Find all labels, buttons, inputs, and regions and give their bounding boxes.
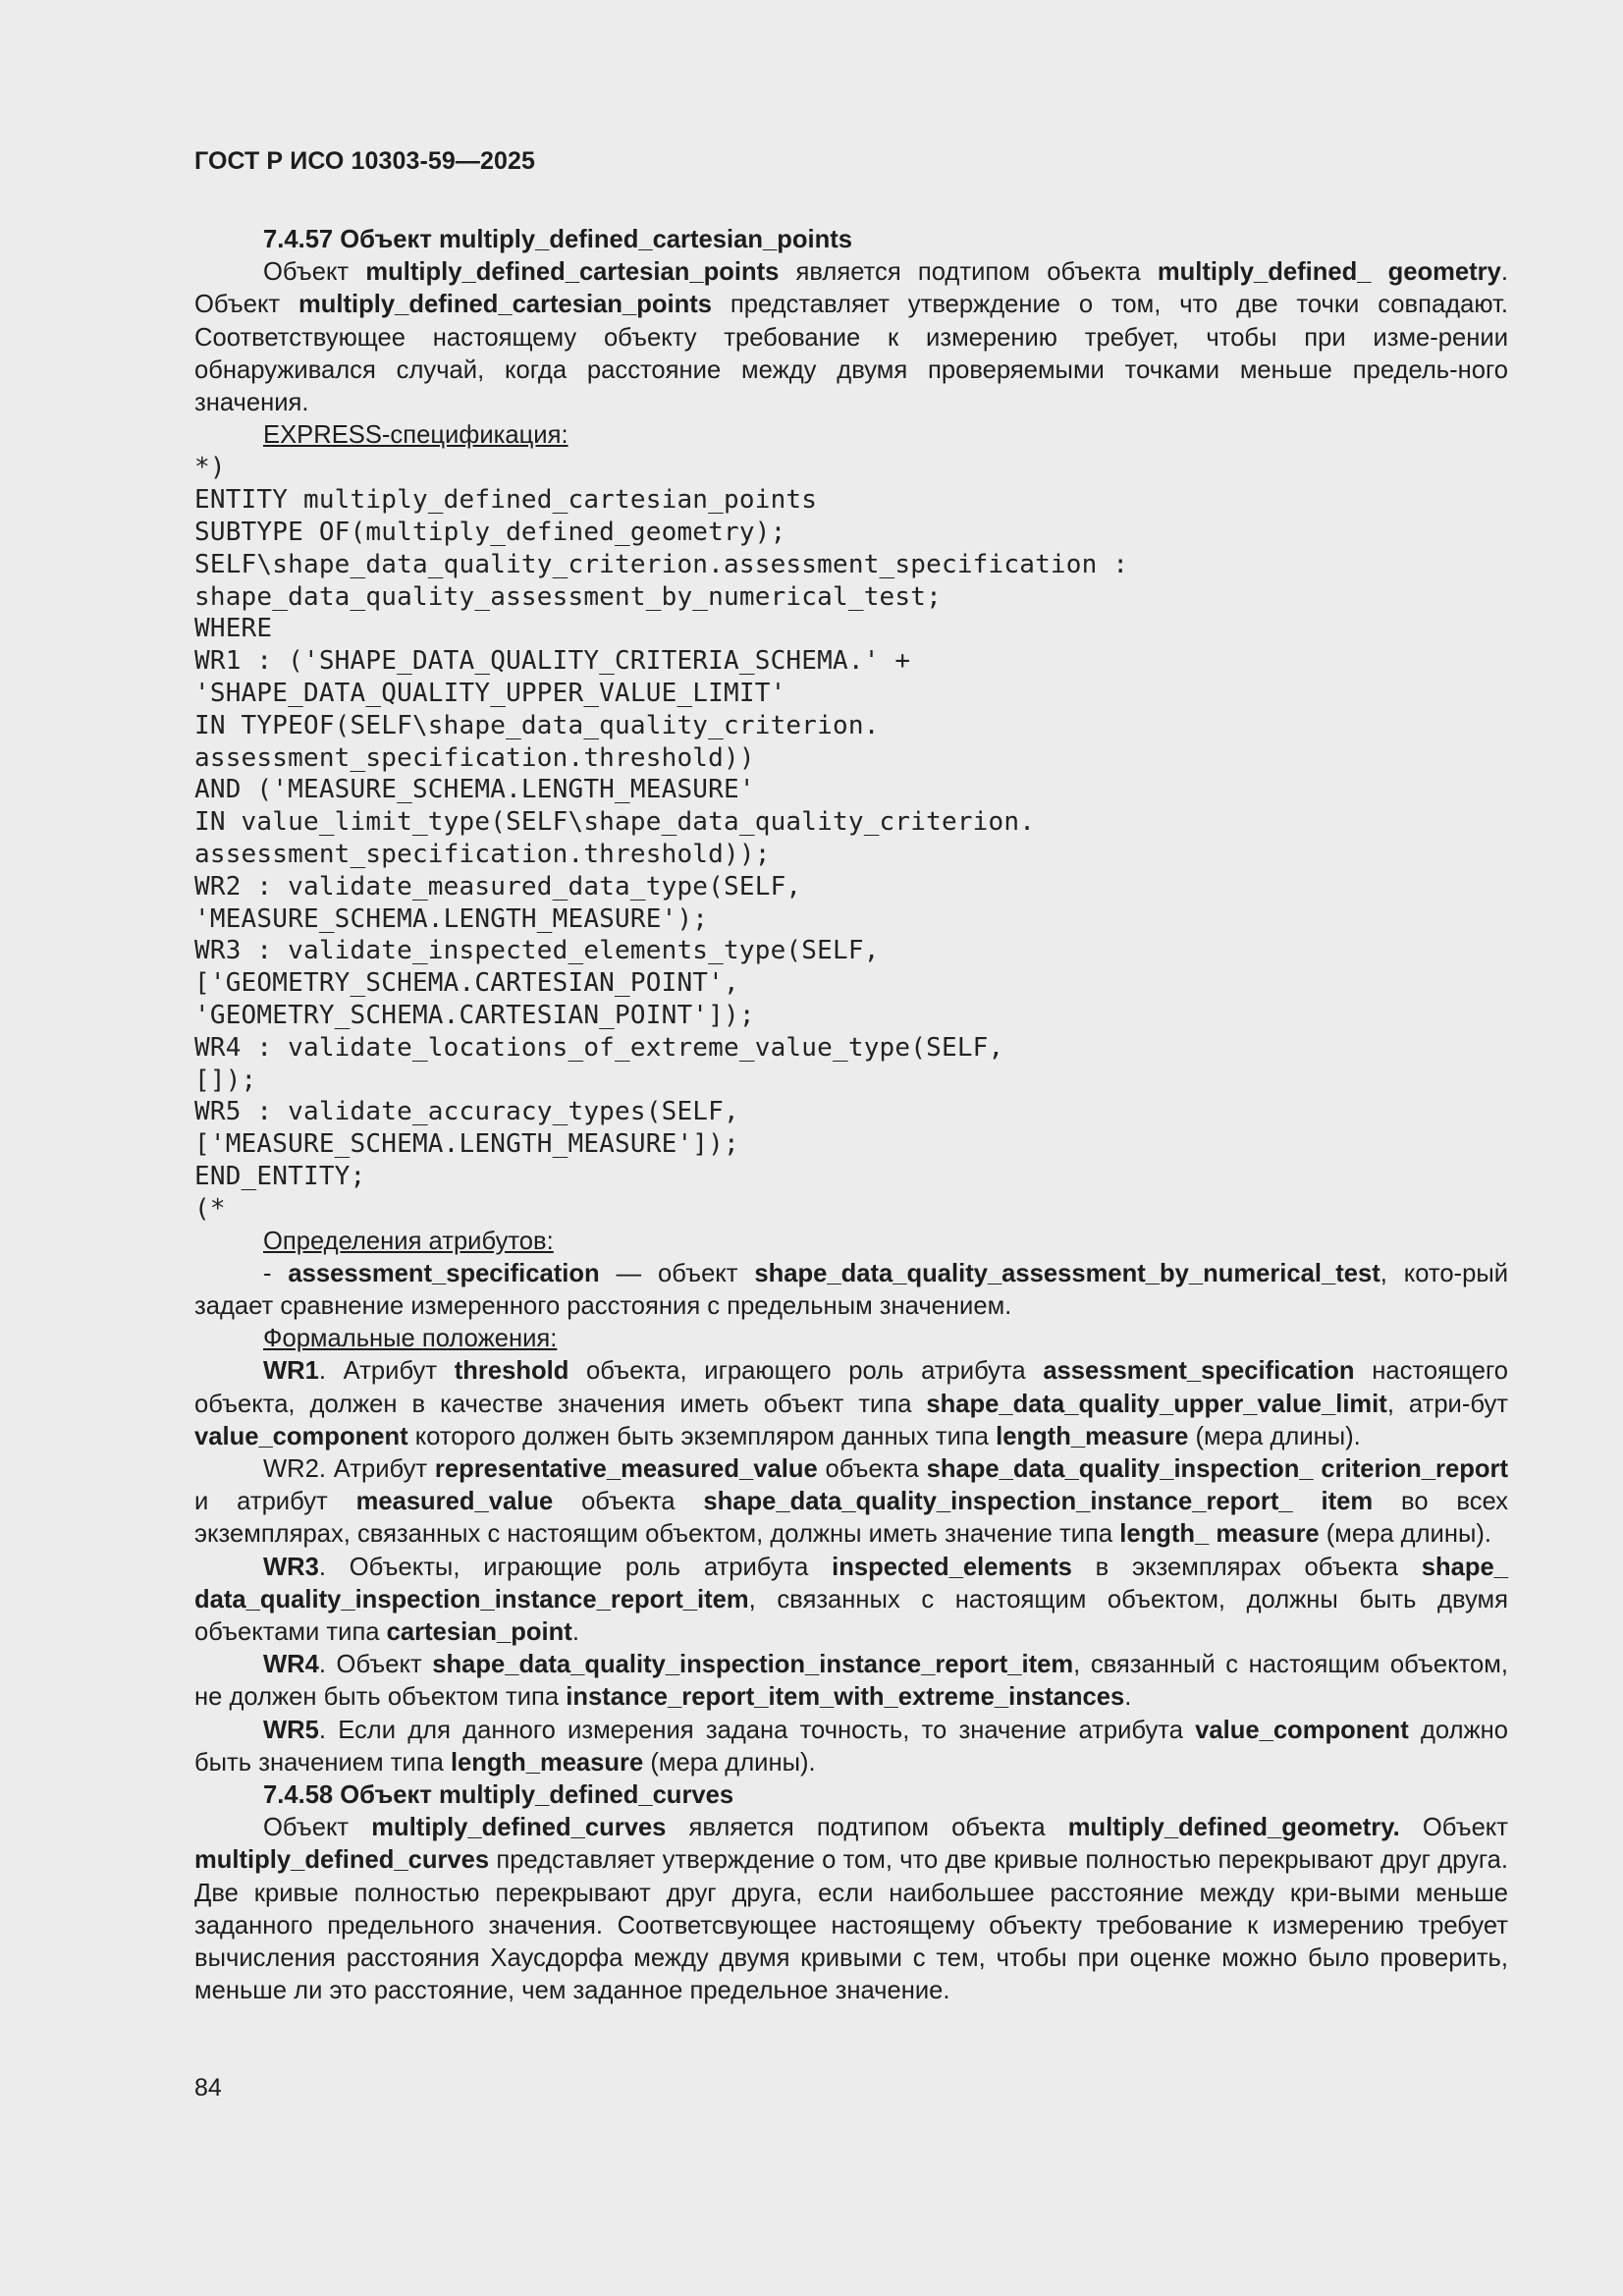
paragraph-intro-curves: Объект multiply_defined_curves является подтипом объекта multiply_defined_geometry. Объект multiply_defined_curves представляет утверждение о том, что две кривые полностью перекрывают друг друга. Две кривые полностью перекрывают друг друга, если наибольшее расстояние между кри-выми меньше заданного предельного значения. Соответсвующее настоящему объекту требование к измерению требует вычисления расстояния Хаусдорфа между двумя кривыми с тем, чтобы при оценке можно было проверить, меньше ли это расстояние, чем заданное предельное значение. xyxy=(194,1814,1509,2005)
formal-wr5: WR5. Если для данного измерения задана точность, то значение атрибута value_component должно быть значением типа length_measure (мера длины). xyxy=(194,1716,1508,1777)
express-spec-label: EXPRESS-спецификация: xyxy=(263,421,568,450)
attributes-label: Определения атрибутов: xyxy=(263,1227,554,1255)
express-code-block: *) ENTITY multiply_defined_cartesian_points SUBTYPE OF(multiply_defined_geometry); SELF\shape_data_quality_criterion.assessment_specification : shape_data_quality_assessment_by_numerical_test; WHERE WR1 : ('SHAPE_DATA_QUALITY_CRITERIA_SCHEMA.' + 'SHAPE_DATA_QUALITY_UPPER_VALUE_LIMIT' IN TYPEOF(SELF\shape_data_quality_criterion. assessment_specification.threshold)) AND ('MEASURE_SCHEMA.LENGTH_MEASURE' IN value_limit_type(SELF\shape_data_quality_criterion. assessment_specification.threshold)); WR2 : validate_measured_data_type(SELF, 'MEASURE_SCHEMA.LENGTH_MEASURE'); WR3 : validate_inspected_elements_type(SELF, ['GEOMETRY_SCHEMA.CARTESIAN_POINT', 'GEOMETRY_SCHEMA.CARTESIAN_POINT']); WR4 : validate_locations_of_extreme_value_type(SELF, []); WR5 : validate_accuracy_types(SELF, ['MEASURE_SCHEMA.LENGTH_MEASURE']); END_ENTITY; (* xyxy=(194,453,1129,1224)
attribute-assessment-specification: - assessment_specification — объект shape_data_quality_assessment_by_numerical_test, кото-рый задает сравнение измеренного расстояния с предельным значением. xyxy=(194,1259,1509,1320)
page-number: 84 xyxy=(194,2074,222,2102)
formal-wr2: WR2. Атрибут representative_measured_value объекта shape_data_quality_inspection_ criterion_report и атрибут measured_value объекта shape_data_quality_inspection_instance_report_ item во всех экземплярах, связанных с настоящим объектом, должны иметь значение типа length_ measure (мера длины). xyxy=(194,1454,1509,1549)
document-body xyxy=(194,224,1508,2007)
document-header: ГОСТ Р ИСО 10303-59—2025 xyxy=(194,147,536,175)
formal-propositions-label: Формальные положения: xyxy=(263,1325,558,1353)
formal-wr3: WR3. Объекты, играющие роль атрибута inspected_elements в экземплярах объекта shape_ data_quality_inspection_instance_report_item, связанных с настоящим объектом, должны быть двумя объектами типа cartesian_point. xyxy=(194,1553,1508,1646)
formal-wr1: WR1. Атрибут threshold объекта, играющего роль атрибута assessment_specification настоящего объекта, должен в качестве значения иметь объект типа shape_data_quality_upper_value_limit, атри-бут value_component которого должен быть экземпляром данных типа length_measure (мера длины). xyxy=(194,1357,1508,1450)
section-title-7-4-58: 7.4.58 Объект multiply_defined_curves xyxy=(263,1781,734,1809)
section-title-7-4-57: 7.4.57 Объект multiply_defined_cartesian_points xyxy=(263,226,852,253)
formal-wr4: WR4. Объект shape_data_quality_inspection_instance_report_item, связанный с настоящим объектом, не должен быть объектом типа instance_report_item_with_extreme_instances. xyxy=(194,1651,1508,1712)
paragraph-intro-cartesian-points: Объект multiply_defined_cartesian_points является подтипом объекта multiply_defined_ geometry. Объект multiply_defined_cartesian_points представляет утверждение о том, что две точки совпадают. Соответствующее настоящему объекту требование к измерению требует, чтобы при изме-рении обнаруживался случай, когда расстояние между двумя проверяемыми точками меньше предель-ного значения. xyxy=(194,258,1509,417)
